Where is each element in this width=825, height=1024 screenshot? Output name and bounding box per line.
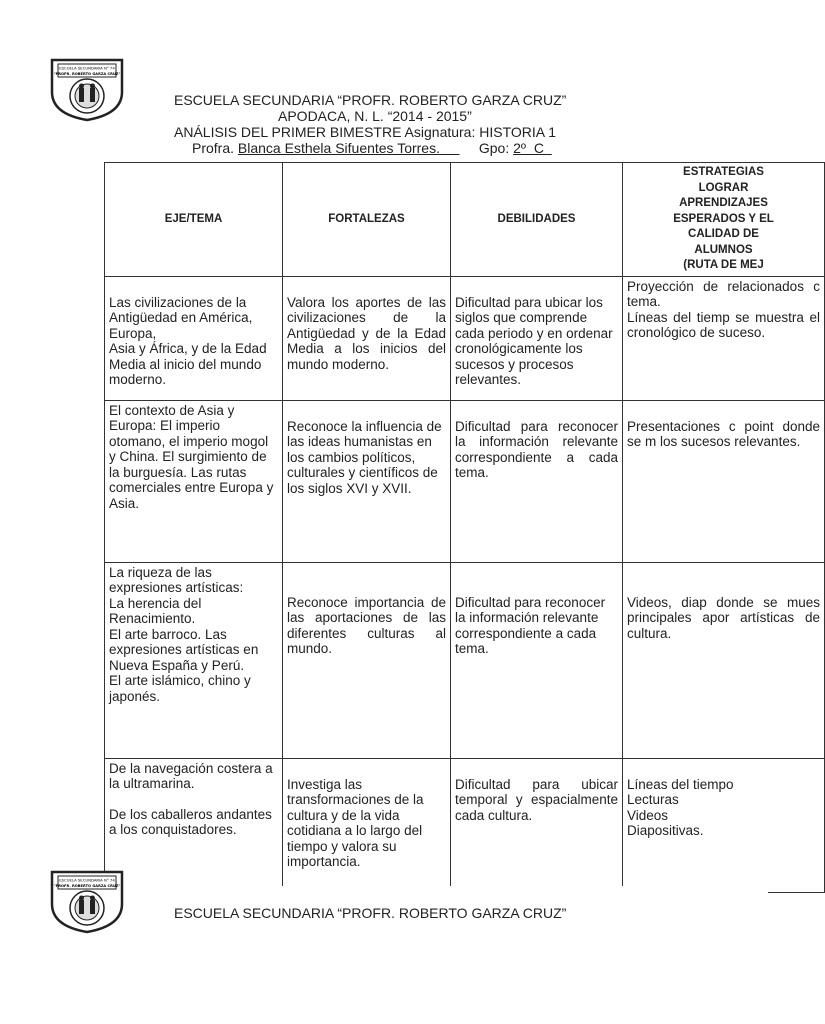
header-eje-tema: EJE/TEMA [105,163,283,277]
cell-debilidades [451,276,623,400]
logo-text-line1: ESCUELA SECUNDARIA N° 74 [59,65,115,71]
table-row [105,400,825,562]
group-value: 2º C [513,140,552,156]
cell-fortalezas-text: Reconoce importancia de las aportaciones de las diferentes culturas al mundo. [287,594,446,656]
cell-fortalezas [283,276,451,400]
header-analysis-subject: ANÁLISIS DEL PRIMER BIMESTRE Asignatura: HISTORIA 1 [174,124,557,140]
cell-tema [105,276,283,400]
cell-fortalezas-text: Reconoce la influencia de las ideas humanistas en los cambios políticos, culturales y científicos de los siglos XVI y XVII. [287,418,442,496]
logo-text-line2: "PROFR. ROBERTO GARZA CRUZ" [53,72,121,76]
teacher-name: Blanca Esthela Sifuentes Torres. [237,140,440,156]
cell-estrategias [623,758,825,892]
cell-estrategias-text: Proyección de relacionados c tema. Líneas del tiemp se muestra el cronológico de suceso. [627,278,820,340]
cell-debilidades-text: Dificultad para ubicar temporal y espacialmente cada cultura. [455,776,618,823]
cell-tema [105,562,283,758]
header-debilidades: DEBILIDADES [451,163,623,277]
logo-text-line2: "PROFR. ROBERTO GARZA CRUZ" [53,884,121,888]
header-location-year: APODACA, N. L. “2014 - 2015” [278,108,472,124]
cell-estrategias-text: Líneas del tiempo Lecturas Videos Diapositivas. [627,776,734,838]
cell-tema-text: Las civilizaciones de la Antigüedad en América, Europa, Asia y África, y de la Edad Media al inicio del mundo moderno. [109,294,267,387]
school-logo-bottom [48,868,126,934]
cell-fortalezas-text: Investiga las transformaciones de la cultura y de la vida cotidiana a lo largo del tiempo y valora su importancia. [287,776,424,869]
cell-fortalezas-text: Valora los aportes de las civilizaciones de la Antigüedad y de la Edad Media a los inicios del mundo moderno. [287,294,446,372]
cell-debilidades [451,400,623,562]
table-row [105,276,825,400]
cell-estrategias [623,276,825,400]
cell-tema [105,758,283,892]
cell-debilidades-text: Dificultad para reconocer la información relevante correspondiente a cada tema. [455,594,606,656]
cell-debilidades [451,758,623,892]
cell-debilidades [451,562,623,758]
cell-tema-text: El contexto de Asia y Europa: El imperio otomano, el imperio mogol y China. El surgimiento de la burguesía. Las rutas comerciales entre Europa y Asia. [109,402,274,511]
header-estrategias: ESTRATEGIAS LOGRAR APRENDIZAJES ESPERADOS Y EL CALIDAD DE ALUMNOS (RUTA DE MEJ [623,163,825,277]
cell-tema-text-2: De los caballeros andantes a los conquistadores. [109,806,272,837]
cell-tema-text: De la navegación costera a la ultramarina. [109,760,273,791]
cell-fortalezas [283,400,451,562]
table-row [105,758,825,892]
school-crest-icon [48,868,126,934]
cell-estrategias-text: Presentaciones c point donde se m los sucesos relevantes. [627,418,820,449]
header-school-name: ESCUELA SECUNDARIA “PROFR. ROBERTO GARZA CRUZ” [174,92,567,108]
table-header-row [105,163,825,277]
cell-debilidades-text: Dificultad para ubicar los siglos que comprende cada periodo y en ordenar cronológicamente los sucesos y procesos relevantes. [455,294,613,387]
cell-estrategias [623,562,825,758]
group-label: Gpo: [459,140,514,156]
cell-estrategias-text: Videos, diap donde se mues principales apor artísticas de cultura. [627,594,820,641]
cell-fortalezas [283,562,451,758]
cell-tema-text: La riqueza de las expresiones artísticas: La herencia del Renacimiento. El arte barroco. Las expresiones artísticas en Nueva España y Perú. El arte islámico, chino y japonés. [109,564,259,704]
table-row [105,562,825,758]
footer-school-name: ESCUELA SECUNDARIA “PROFR. ROBERTO GARZA CRUZ” [174,905,567,921]
teacher-label: Profra. [192,140,238,156]
cell-estrategias [623,400,825,562]
cell-tema [105,400,283,562]
cell-fortalezas [283,758,451,892]
cell-debilidades-text: Dificultad para reconocer la información relevante correspondiente a cada tema. [455,418,618,480]
logo-text-line1: ESCUELA SECUNDARIA N° 74 [59,877,115,883]
analysis-table [104,162,825,893]
header-fortalezas: FORTALEZAS [283,163,451,277]
